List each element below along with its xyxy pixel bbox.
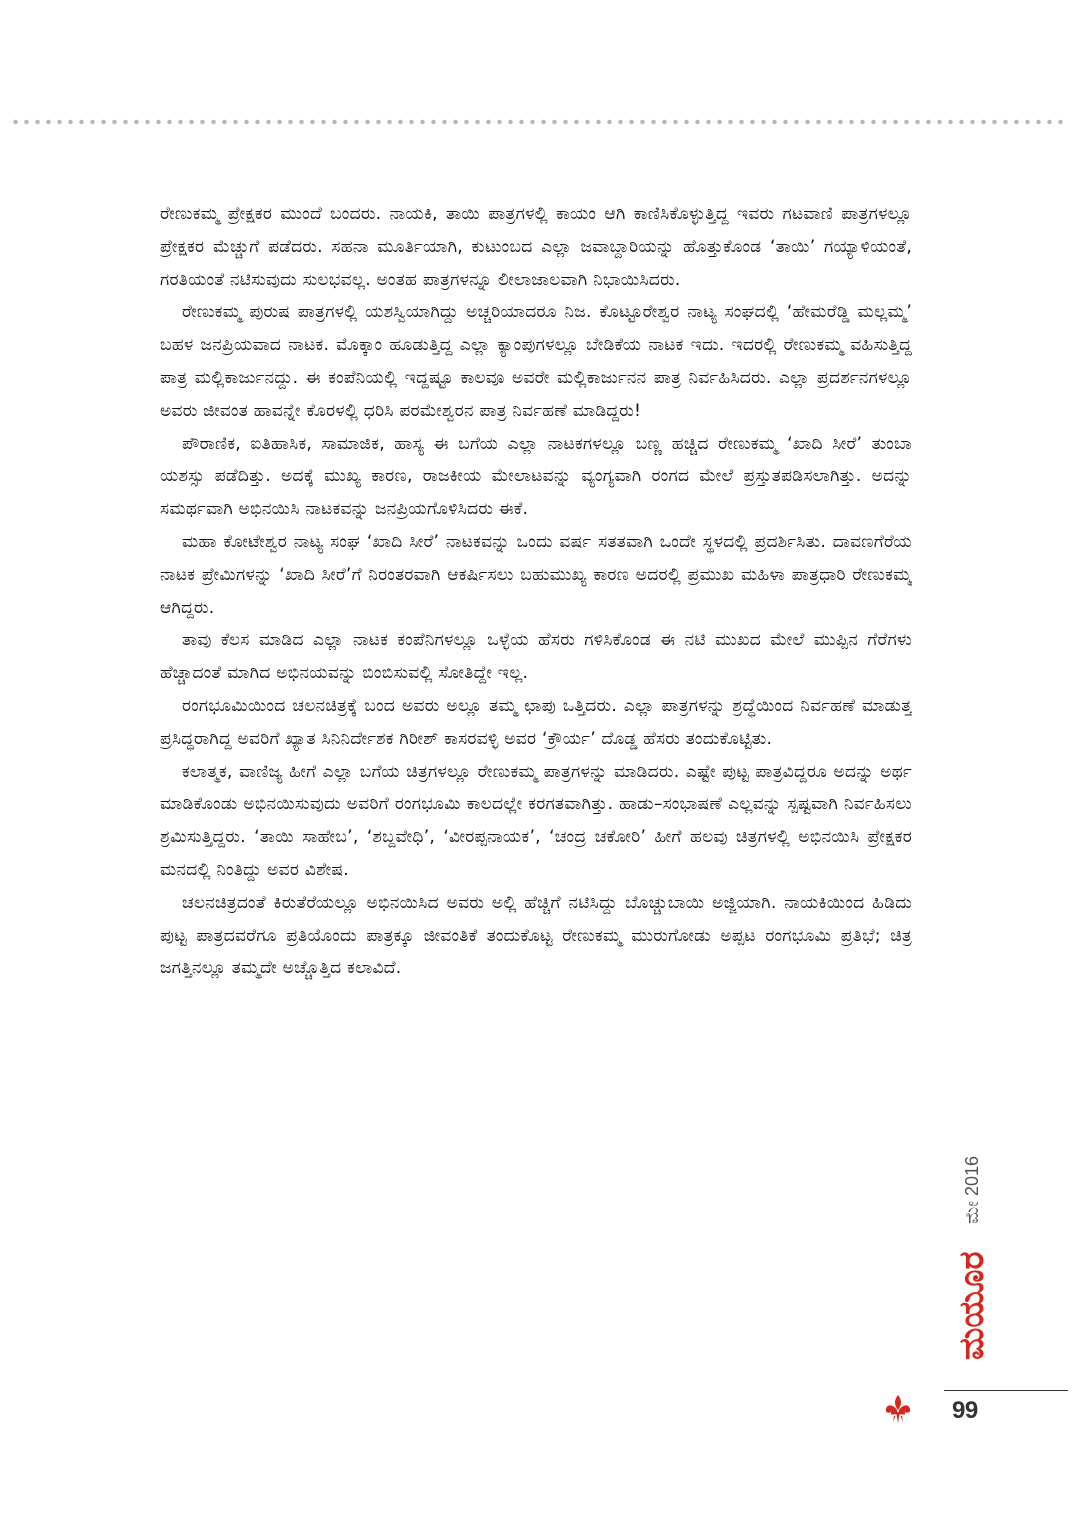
fleur-de-lis-icon [884,1394,912,1426]
paragraph: ಮಹಾ ಕೋಟೇಶ್ವರ ನಾಟ್ಯ ಸಂಘ ‘ಖಾದಿ ಸೀರೆ’ ನಾಟಕವನ್ನು ಒಂದು ವರ್ಷ ಸತತವಾಗಿ ಒಂದೇ ಸ್ಥಳದಲ್ಲಿ ಪ್ರದರ್ಶಿಸಿತು. ದಾವಣಗೆರೆಯ ನಾಟಕ ಪ್ರೇಮಿಗಳನ್ನು ‘ಖಾದಿ ಸೀರೆ’ಗೆ ನಿರಂತರವಾಗಿ ಆಕರ್ಷಿಸಲು ಬಹುಮುಖ್ಯ ಕಾರಣ ಅದರಲ್ಲಿ ಪ್ರಮುಖ ಮಹಿಳಾ ಪಾತ್ರಧಾರಿ ರೇಣುಕಮ್ಮ ಆಗಿದ್ದರು. [160,531,912,618]
paragraph: ರಂಗಭೂಮಿಯಿಂದ ಚಲನಚಿತ್ರಕ್ಕೆ ಬಂದ ಅವರು ಅಲ್ಲೂ ತಮ್ಮ ಛಾಪು ಒತ್ತಿದರು. ಎಲ್ಲಾ ಪಾತ್ರಗಳನ್ನು ಶ್ರದ್ಧೆಯಿಂದ ನಿರ್ವಹಣೆ ಮಾಡುತ್ತ ಪ್ರಸಿದ್ಧರಾಗಿದ್ದ ಅವರಿಗೆ ಖ್ಯಾತ ಸಿನಿನಿರ್ದೇಶಕ ಗಿರೀಶ್ ಕಾಸರವಳ್ಳಿ ಅವರ ‘ಕ್ರೌರ್ಯ’ ದೊಡ್ಡ ಹೆಸರು ತಂದುಕೊಟ್ಟಿತು. [160,695,912,749]
issue-date: ಮೇ 2016 [962,1155,982,1225]
article-body [160,198,912,1378]
paragraph: ತಾವು ಕೆಲಸ ಮಾಡಿದ ಎಲ್ಲಾ ನಾಟಕ ಕಂಪೆನಿಗಳಲ್ಲೂ ಒಳ್ಳೆಯ ಹೆಸರು ಗಳಿಸಿಕೊಂಡ ಈ ನಟಿ ಮುಖದ ಮೇಲೆ ಮುಪ್ಪಿನ ಗೆರೆಗಳು ಹೆಚ್ಚಾದಂತೆ ಮಾಗಿದ ಅಭಿನಯವನ್ನು ಬಿಂಬಿಸುವಲ್ಲಿ ಸೋತಿದ್ದೇ ಇಲ್ಲ. [160,630,912,684]
paragraph: ಕಲಾತ್ಮಕ, ವಾಣಿಜ್ಯ ಹೀಗೆ ಎಲ್ಲಾ ಬಗೆಯ ಚಿತ್ರಗಳಲ್ಲೂ ರೇಣುಕಮ್ಮ ಪಾತ್ರಗಳನ್ನು ಮಾಡಿದರು. ಎಷ್ಟೇ ಪುಟ್ಟ ಪಾತ್ರವಿದ್ದರೂ ಅದನ್ನು ಅರ್ಥ ಮಾಡಿಕೊಂಡು ಅಭಿನಯಿಸುವುದು ಅವರಿಗೆ ರಂಗಭೂಮಿ ಕಾಲದಲ್ಲೇ ಕರಗತವಾಗಿತ್ತು. ಹಾಡು–ಸಂಭಾಷಣೆ ಎಲ್ಲವನ್ನು ಸ್ಪಷ್ಟವಾಗಿ ನಿರ್ವಹಿಸಲು ಶ್ರಮಿಸುತ್ತಿದ್ದರು. ‘ತಾಯಿ ಸಾಹೇಬ’, ‘ಶಬ್ದವೇಧಿ’, ‘ವೀರಪ್ಪನಾಯಕ’, ‘ಚಂದ್ರ ಚಕೋರಿ’ ಹೀಗೆ ಹಲವು ಚಿತ್ರಗಳಲ್ಲಿ ಅಭಿನಯಿಸಿ ಪ್ರೇಕ್ಷಕರ ಮನದಲ್ಲಿ ನಿಂತಿದ್ದು ಅವರ ವಿಶೇಷ. [160,761,912,880]
page-number: 99 [952,1397,978,1424]
paragraph: ರೇಣುಕಮ್ಮ ಪ್ರೇಕ್ಷಕರ ಮುಂದೆ ಬಂದರು. ನಾಯಕಿ, ತಾಯಿ ಪಾತ್ರಗಳಲ್ಲಿ ಕಾಯಂ ಆಗಿ ಕಾಣಿಸಿಕೊಳ್ಳುತ್ತಿದ್ದ ಇವರು ಗಟವಾಣಿ ಪಾತ್ರಗಳಲ್ಲೂ ಪ್ರೇಕ್ಷಕರ ಮೆಚ್ಚುಗೆ ಪಡೆದರು. ಸಹನಾ ಮೂರ್ತಿಯಾಗಿ, ಕುಟುಂಬದ ಎಲ್ಲಾ ಜವಾಬ್ದಾರಿಯನ್ನು ಹೊತ್ತುಕೊಂಡ ‘ತಾಯಿ’ ಗಯ್ಯಾಳಿಯಂತೆ, ಗರತಿಯಂತೆ ನಟಿಸುವುದು ಸುಲಭವಲ್ಲ. ಅಂತಹ ಪಾತ್ರಗಳನ್ನೂ ಲೀಲಾಜಾಲವಾಗಿ ನಿಭಾಯಿಸಿದರು. [160,204,912,290]
magazine-title: ಮಯೂರ [952,1251,992,1361]
footer-rule [944,1390,1068,1391]
paragraph: ರೇಣುಕಮ್ಮ ಪುರುಷ ಪಾತ್ರಗಳಲ್ಲಿ ಯಶಸ್ವಿಯಾಗಿದ್ದು ಅಚ್ಚರಿಯಾದರೂ ನಿಜ. ಕೊಟ್ಟೂರೇಶ್ವರ ನಾಟ್ಯ ಸಂಘದಲ್ಲಿ ‘ಹೇಮರೆಡ್ಡಿ ಮಲ್ಲಮ್ಮ’ ಬಹಳ ಜನಪ್ರಿಯವಾದ ನಾಟಕ. ಮೊಕ್ಕಾಂ ಹೂಡುತ್ತಿದ್ದ ಎಲ್ಲಾ ಕ್ಯಾಂಪುಗಳಲ್ಲೂ ಬೇಡಿಕೆಯ ನಾಟಕ ಇದು. ಇದರಲ್ಲಿ ರೇಣುಕಮ್ಮ ವಹಿಸುತ್ತಿದ್ದ ಪಾತ್ರ ಮಲ್ಲಿಕಾರ್ಜುನದ್ದು. ಈ ಕಂಪೆನಿಯಲ್ಲಿ ಇದ್ದಷ್ಟೂ ಕಾಲವೂ ಅವರೇ ಮಲ್ಲಿಕಾರ್ಜುನನ ಪಾತ್ರ ನಿರ್ವಹಿಸಿದರು. ಎಲ್ಲಾ ಪ್ರದರ್ಶನಗಳಲ್ಲೂ ಅವರು ಜೀವಂತ ಹಾವನ್ನೇ ಕೊರಳಲ್ಲಿ ಧರಿಸಿ ಪರಮೇಶ್ವರನ ಪಾತ್ರ ನಿರ್ವಹಣೆ ಮಾಡಿದ್ದರು! [160,302,912,421]
dotted-header-rule [10,118,1066,126]
paragraph: ಪೌರಾಣಿಕ, ಐತಿಹಾಸಿಕ, ಸಾಮಾಜಿಕ, ಹಾಸ್ಯ ಈ ಬಗೆಯ ಎಲ್ಲಾ ನಾಟಕಗಳಲ್ಲೂ ಬಣ್ಣ ಹಚ್ಚಿದ ರೇಣುಕಮ್ಮ ‘ಖಾದಿ ಸೀರೆ’ ತುಂಬಾ ಯಶಸ್ಸು ಪಡೆದಿತ್ತು. ಅದಕ್ಕೆ ಮುಖ್ಯ ಕಾರಣ, ರಾಜಕೀಯ ಮೇಲಾಟವನ್ನು ವ್ಯಂಗ್ಯವಾಗಿ ರಂಗದ ಮೇಲೆ ಪ್ರಸ್ತುತಪಡಿಸಲಾಗಿತ್ತು. ಅದನ್ನು ಸಮರ್ಥವಾಗಿ ಅಭಿನಯಿಸಿ ನಾಟಕವನ್ನು ಜನಪ್ರಿಯಗೊಳಿಸಿದರು ಈಕೆ. [160,433,912,520]
paragraph: ಚಲನಚಿತ್ರದಂತೆ ಕಿರುತೆರೆಯಲ್ಲೂ ಅಭಿನಯಿಸಿದ ಅವರು ಅಲ್ಲಿ ಹೆಚ್ಚಿಗೆ ನಟಿಸಿದ್ದು ಬೊಚ್ಚುಬಾಯಿ ಅಜ್ಜಿಯಾಗಿ. ನಾಯಕಿಯಿಂದ ಹಿಡಿದು ಪುಟ್ಟ ಪಾತ್ರದವರೆಗೂ ಪ್ರತಿಯೊಂದು ಪಾತ್ರಕ್ಕೂ ಜೀವಂತಿಕೆ ತಂದುಕೊಟ್ಟ ರೇಣುಕಮ್ಮ ಮುರುಗೋಡು ಅಪ್ಪಟ ರಂಗಭೂಮಿ ಪ್ರತಿಭೆ; ಚಿತ್ರ ಜಗತ್ತಿನಲ್ಲೂ ತಮ್ಮದೇ ಅಚ್ಚೊತ್ತಿದ ಕಲಾವಿದೆ. [160,892,912,979]
